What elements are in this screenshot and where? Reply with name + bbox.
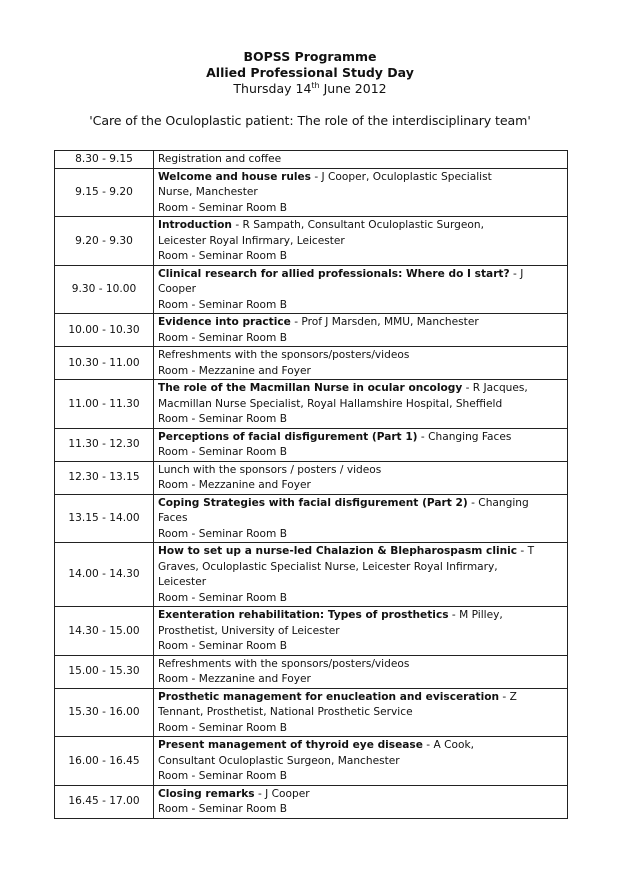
session-details bbox=[154, 151, 568, 169]
session-time: 16.45 - 17.00 bbox=[55, 785, 154, 818]
session-details bbox=[154, 655, 568, 688]
session-time: 11.30 - 12.30 bbox=[55, 428, 154, 461]
session-line bbox=[158, 282, 563, 298]
session-time: 15.30 - 16.00 bbox=[55, 688, 154, 737]
table-row bbox=[55, 347, 568, 380]
session-line bbox=[158, 690, 563, 706]
date-suffix: June 2012 bbox=[319, 81, 387, 96]
session-line bbox=[158, 591, 563, 607]
session-time: 9.20 - 9.30 bbox=[55, 217, 154, 266]
session-text: Room - Seminar Room B bbox=[158, 331, 287, 344]
session-line bbox=[158, 575, 563, 591]
session-text: Faces bbox=[158, 512, 188, 524]
session-text: Refreshments with the sponsors/posters/videos bbox=[158, 657, 410, 670]
session-line bbox=[158, 544, 563, 560]
schedule-table bbox=[54, 150, 568, 819]
table-row bbox=[55, 265, 568, 314]
date-ordinal-suffix: th bbox=[311, 80, 320, 90]
session-text: Consultant Oculoplastic Surgeon, Manchester bbox=[158, 754, 400, 767]
session-text: Room - Mezzanine and Foyer bbox=[158, 479, 311, 491]
session-text: Room - Seminar Room B bbox=[158, 640, 287, 652]
session-title: How to set up a nurse-led Chalazion & Blepharospasm clinic bbox=[158, 545, 518, 557]
session-time: 10.30 - 11.00 bbox=[55, 347, 154, 380]
session-text: Leicester Royal Infirmary, Leicester bbox=[158, 234, 345, 247]
programme-date bbox=[0, 81, 620, 97]
programme-subtitle: Allied Professional Study Day bbox=[206, 65, 414, 80]
session-line bbox=[158, 787, 563, 803]
session-line bbox=[158, 331, 563, 347]
session-line bbox=[158, 234, 563, 250]
session-text: Room - Seminar Room B bbox=[158, 721, 287, 734]
session-details bbox=[154, 347, 568, 380]
session-line bbox=[158, 445, 563, 461]
table-row bbox=[55, 461, 568, 494]
session-text: - Changing bbox=[467, 496, 529, 509]
session-text: Refreshments with the sponsors/posters/videos bbox=[158, 349, 410, 361]
session-details bbox=[154, 737, 568, 786]
session-line bbox=[158, 672, 563, 688]
table-row bbox=[55, 380, 568, 429]
session-details bbox=[154, 265, 568, 314]
session-line bbox=[158, 769, 563, 785]
session-time: 16.00 - 16.45 bbox=[55, 737, 154, 786]
session-details bbox=[154, 428, 568, 461]
session-line bbox=[158, 608, 563, 624]
session-details bbox=[154, 607, 568, 656]
session-line bbox=[158, 170, 563, 186]
session-title: Perceptions of facial disfigurement (Part 1) bbox=[158, 430, 418, 443]
session-line bbox=[158, 249, 563, 265]
session-time: 11.00 - 11.30 bbox=[55, 380, 154, 429]
session-title: Coping Strategies with facial disfigurement (Part 2) bbox=[158, 496, 468, 509]
session-line bbox=[158, 218, 563, 234]
session-line bbox=[158, 802, 563, 818]
session-text: Room - Mezzanine and Foyer bbox=[158, 364, 311, 377]
session-title: Introduction bbox=[158, 219, 232, 231]
session-line bbox=[158, 152, 563, 168]
session-details bbox=[154, 314, 568, 347]
session-text: Macmillan Nurse Specialist, Royal Hallamshire Hospital, Sheffield bbox=[158, 397, 503, 410]
session-line bbox=[158, 185, 563, 201]
session-text: - J bbox=[509, 267, 524, 280]
session-details bbox=[154, 688, 568, 737]
programme-header bbox=[0, 0, 620, 97]
session-text: Room - Mezzanine and Foyer bbox=[158, 673, 311, 685]
session-title: Present management of thyroid eye disease bbox=[158, 739, 423, 751]
session-text: Graves, Oculoplastic Specialist Nurse, Leicester Royal Infirmary, bbox=[158, 560, 498, 573]
session-time: 15.00 - 15.30 bbox=[55, 655, 154, 688]
session-time: 8.30 - 9.15 bbox=[55, 151, 154, 169]
session-line bbox=[158, 754, 563, 770]
session-line bbox=[158, 657, 563, 673]
session-text: - M Pilley, bbox=[448, 609, 503, 621]
table-row bbox=[55, 543, 568, 607]
session-time: 10.00 - 10.30 bbox=[55, 314, 154, 347]
session-line bbox=[158, 364, 563, 380]
session-line bbox=[158, 298, 563, 314]
session-line bbox=[158, 496, 563, 512]
session-time: 12.30 - 13.15 bbox=[55, 461, 154, 494]
session-text: - Prof J Marsden, MMU, Manchester bbox=[290, 316, 479, 328]
programme-title: BOPSS Programme bbox=[243, 49, 377, 64]
session-text: - R Jacques, bbox=[462, 382, 528, 394]
session-text: - T bbox=[517, 545, 535, 557]
table-row bbox=[55, 151, 568, 169]
session-text: Tennant, Prosthetist, National Prosthetic Service bbox=[158, 706, 413, 718]
schedule-body bbox=[55, 151, 568, 819]
session-line bbox=[158, 478, 563, 494]
table-row bbox=[55, 494, 568, 543]
session-text: Room - Seminar Room B bbox=[158, 298, 287, 311]
session-text: Lunch with the sponsors / posters / videos bbox=[158, 463, 382, 476]
table-row bbox=[55, 785, 568, 818]
session-details bbox=[154, 494, 568, 543]
session-line bbox=[158, 201, 563, 217]
session-line bbox=[158, 560, 563, 576]
session-text: Room - Seminar Room B bbox=[158, 413, 287, 425]
session-line bbox=[158, 705, 563, 721]
session-details bbox=[154, 168, 568, 217]
session-title: Clinical research for allied professionals: Where do I start? bbox=[158, 267, 510, 280]
table-row bbox=[55, 314, 568, 347]
session-text: Room - Seminar Room B bbox=[158, 250, 287, 262]
session-title: Evidence into practice bbox=[158, 316, 291, 328]
session-text: - A Cook, bbox=[422, 739, 474, 751]
session-line bbox=[158, 527, 563, 543]
session-text: - J Cooper bbox=[254, 787, 310, 800]
table-row bbox=[55, 655, 568, 688]
session-details bbox=[154, 785, 568, 818]
session-line bbox=[158, 738, 563, 754]
session-text: Room - Seminar Room B bbox=[158, 527, 287, 540]
session-details bbox=[154, 543, 568, 607]
table-row bbox=[55, 217, 568, 266]
session-text: - J Cooper, Oculoplastic Specialist bbox=[310, 170, 492, 183]
session-title: The role of the Macmillan Nurse in ocular oncology bbox=[158, 382, 463, 394]
session-text: - R Sampath, Consultant Oculoplastic Surgeon, bbox=[231, 219, 484, 231]
session-line bbox=[158, 721, 563, 737]
session-text: Nurse, Manchester bbox=[158, 186, 258, 198]
session-text: Room - Seminar Room B bbox=[158, 591, 287, 604]
session-line bbox=[158, 412, 563, 428]
session-line bbox=[158, 348, 563, 364]
session-time: 14.30 - 15.00 bbox=[55, 607, 154, 656]
session-text: - Z bbox=[499, 690, 517, 703]
session-text: Leicester bbox=[158, 576, 207, 588]
programme-theme: 'Care of the Oculoplastic patient: The role of the interdisciplinary team' bbox=[89, 113, 531, 128]
session-text: - Changing Faces bbox=[417, 430, 512, 443]
session-details bbox=[154, 217, 568, 266]
session-line bbox=[158, 463, 563, 479]
table-row bbox=[55, 688, 568, 737]
session-text: Registration and coffee bbox=[158, 153, 282, 165]
session-title: Closing remarks bbox=[158, 787, 255, 800]
session-text: Room - Seminar Room B bbox=[158, 770, 287, 782]
session-line bbox=[158, 511, 563, 527]
session-text: Cooper bbox=[158, 283, 196, 295]
table-row bbox=[55, 168, 568, 217]
session-title: Prosthetic management for enucleation and evisceration bbox=[158, 690, 500, 703]
session-title: Welcome and house rules bbox=[158, 170, 311, 183]
session-time: 13.15 - 14.00 bbox=[55, 494, 154, 543]
session-text: Room - Seminar Room B bbox=[158, 803, 287, 815]
session-line bbox=[158, 624, 563, 640]
session-time: 14.00 - 14.30 bbox=[55, 543, 154, 607]
session-time: 9.30 - 10.00 bbox=[55, 265, 154, 314]
session-text: Prosthetist, University of Leicester bbox=[158, 624, 340, 637]
session-line bbox=[158, 639, 563, 655]
session-line bbox=[158, 267, 563, 283]
session-line bbox=[158, 315, 563, 331]
table-row bbox=[55, 607, 568, 656]
session-line bbox=[158, 397, 563, 413]
session-text: Room - Seminar Room B bbox=[158, 201, 287, 214]
table-row bbox=[55, 737, 568, 786]
session-text: Room - Seminar Room B bbox=[158, 446, 287, 458]
session-details bbox=[154, 380, 568, 429]
session-details bbox=[154, 461, 568, 494]
date-prefix: Thursday 14 bbox=[233, 81, 312, 96]
session-line bbox=[158, 430, 563, 446]
table-row bbox=[55, 428, 568, 461]
session-line bbox=[158, 381, 563, 397]
session-title: Exenteration rehabilitation: Types of prosthetics bbox=[158, 609, 449, 621]
session-time: 9.15 - 9.20 bbox=[55, 168, 154, 217]
